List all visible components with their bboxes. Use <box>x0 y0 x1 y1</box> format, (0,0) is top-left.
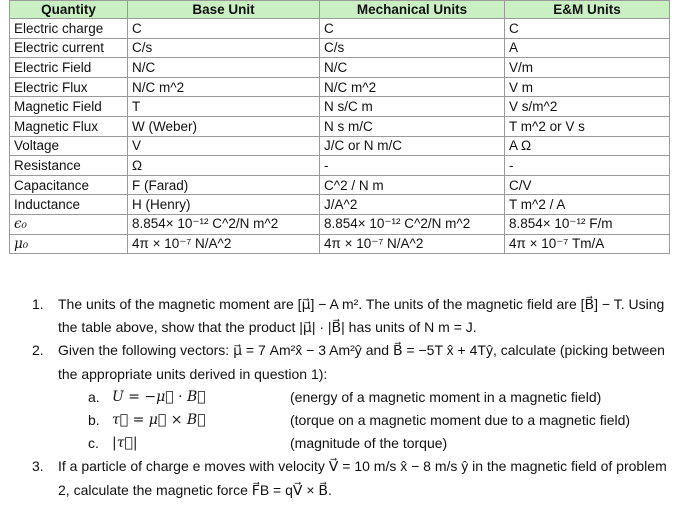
question-text: The units of the magnetic moment are [μ⃗] − A m². The units of the magnetic field are [B⃗] − T. Using the table above, show that the product |μ⃗| · |B⃗| has units of N m = J. <box>58 296 665 336</box>
em-units-cell: V m <box>505 77 670 97</box>
em-units-cell: C/V <box>505 175 670 195</box>
table-row <box>10 156 670 176</box>
table-row <box>10 175 670 195</box>
quantity-cell: Capacitance <box>10 175 128 195</box>
question-1 <box>32 293 682 339</box>
em-units-cell: C <box>505 19 670 39</box>
units-table-body <box>10 19 670 254</box>
quantity-cell: Electric current <box>10 38 128 58</box>
subquestion-a <box>88 386 682 409</box>
base-unit-cell: 4π × 10⁻⁷ N/A^2 <box>128 234 320 254</box>
question-text: Given the following vectors: μ⃗ = 7 Am²x̂ − 3 Am²ŷ and B⃗ = −5T x̂ + 4Tŷ, calculate (picking between the appropriate units derived in question 1): <box>58 342 665 382</box>
table-row <box>10 38 670 58</box>
em-units-cell: V/m <box>505 58 670 78</box>
base-unit-cell: C <box>128 19 320 39</box>
quantity-cell: μ₀ <box>10 234 128 254</box>
base-unit-cell: T <box>128 97 320 117</box>
base-unit-cell: 8.854× 10⁻¹² C^2/N m^2 <box>128 214 320 234</box>
subquestion-c <box>88 432 682 455</box>
subquestion-b <box>88 409 682 432</box>
mechanical-units-cell: J/A^2 <box>320 195 505 215</box>
table-row <box>10 97 670 117</box>
em-units-cell: A Ω <box>505 136 670 156</box>
quantity-cell: Magnetic Flux <box>10 116 128 136</box>
subquestion-formula: τ⃗ = μ⃗ × B⃗ <box>112 412 206 429</box>
units-table <box>9 0 670 254</box>
em-units-cell: T m^2 / A <box>505 195 670 215</box>
question-text: If a particle of charge e moves with velocity V⃗ = 10 m/s x̂ − 8 m/s ŷ in the magnetic field of problem 2, calculate the magnetic force F⃗B = qV⃗ × B⃗. <box>58 458 667 498</box>
base-unit-cell: F (Farad) <box>128 175 320 195</box>
em-units-cell: 8.854× 10⁻¹² F/m <box>505 214 670 234</box>
em-units-cell: V s/m^2 <box>505 97 670 117</box>
em-units-cell: A <box>505 38 670 58</box>
mechanical-units-cell: 4π × 10⁻⁷ N/A^2 <box>320 234 505 254</box>
base-unit-cell: N/C m^2 <box>128 77 320 97</box>
mechanical-units-cell: C^2 / N m <box>320 175 505 195</box>
base-unit-cell: C/s <box>128 38 320 58</box>
subquestion-label: a. <box>88 388 100 405</box>
mechanical-units-cell: N s m/C <box>320 116 505 136</box>
em-units-cell: - <box>505 156 670 176</box>
quantity-cell: Electric Flux <box>10 77 128 97</box>
question-number: 3. <box>32 458 44 475</box>
units-table-header <box>10 1 670 19</box>
quantity-cell: ϵ₀ <box>10 214 128 234</box>
quantity-cell: Electric Field <box>10 58 128 78</box>
quantity-cell: Resistance <box>10 156 128 176</box>
base-unit-cell: Ω <box>128 156 320 176</box>
header-base-unit: Base Unit <box>128 1 320 19</box>
header-em-units: E&M Units <box>505 1 670 19</box>
mechanical-units-cell: - <box>320 156 505 176</box>
table-row <box>10 136 670 156</box>
base-unit-cell: H (Henry) <box>128 195 320 215</box>
mechanical-units-cell: J/C or N m/C <box>320 136 505 156</box>
question-number: 2. <box>32 342 44 359</box>
subquestion-description: (torque on a magnetic moment due to a magnetic field) <box>290 412 631 429</box>
subquestion-description: (magnitude of the torque) <box>290 435 448 452</box>
base-unit-cell: V <box>128 136 320 156</box>
subquestion-label: b. <box>88 412 100 429</box>
base-unit-cell: N/C <box>128 58 320 78</box>
em-units-cell: T m^2 or V s <box>505 116 670 136</box>
mechanical-units-cell: N s/C m <box>320 97 505 117</box>
question-list <box>32 293 682 502</box>
mechanical-units-cell: N/C m^2 <box>320 77 505 97</box>
table-row <box>10 234 670 254</box>
table-row <box>10 116 670 136</box>
quantity-cell: Magnetic Field <box>10 97 128 117</box>
subquestion-formula: U = −μ⃗ · B⃗ <box>112 388 206 405</box>
question-number: 1. <box>32 296 44 312</box>
mechanical-units-cell: C/s <box>320 38 505 58</box>
quantity-cell: Voltage <box>10 136 128 156</box>
header-mechanical-units: Mechanical Units <box>320 1 505 19</box>
table-row <box>10 19 670 39</box>
table-row <box>10 195 670 215</box>
table-row <box>10 58 670 78</box>
mechanical-units-cell: C <box>320 19 505 39</box>
quantity-cell: Electric charge <box>10 19 128 39</box>
question-3 <box>32 455 682 501</box>
subquestion-description: (energy of a magnetic moment in a magnetic field) <box>290 388 602 405</box>
quantity-cell: Inductance <box>10 195 128 215</box>
table-row <box>10 77 670 97</box>
mechanical-units-cell: N/C <box>320 58 505 78</box>
subquestion-label: c. <box>88 435 99 452</box>
table-row <box>10 214 670 234</box>
em-units-cell: 4π × 10⁻⁷ Tm/A <box>505 234 670 254</box>
mechanical-units-cell: 8.854× 10⁻¹² C^2/N m^2 <box>320 214 505 234</box>
header-quantity: Quantity <box>10 1 128 19</box>
base-unit-cell: W (Weber) <box>128 116 320 136</box>
subquestion-formula: |τ⃗| <box>112 435 138 452</box>
question-2 <box>32 339 682 385</box>
